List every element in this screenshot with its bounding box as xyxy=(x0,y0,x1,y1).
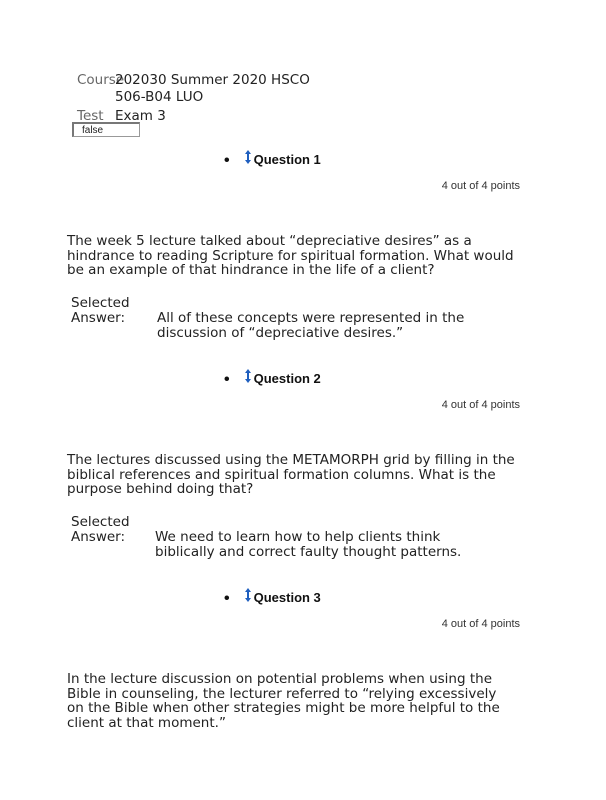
test-metadata xyxy=(77,72,330,125)
course-label: Course xyxy=(77,72,125,88)
sort-arrows-icon xyxy=(244,368,252,384)
question-2-answer-label: Selected Answer: xyxy=(71,514,130,545)
question-1-answer-label: Selected Answer: xyxy=(71,295,130,326)
question-1-label: Question 1 xyxy=(253,152,321,167)
question-1-text: The week 5 lecture talked about “depreciative desires” as a hindrance to reading Scripture for spiritual formation. What would be an example of that hindrance in the life of a client? xyxy=(67,233,514,278)
question-2-points: 4 out of 4 points xyxy=(441,399,520,411)
question-2-title[interactable] xyxy=(224,371,321,388)
test-value: Exam 3 xyxy=(115,108,166,124)
bullet: • xyxy=(224,590,230,607)
question-1-points: 4 out of 4 points xyxy=(441,180,520,192)
sort-arrows-icon xyxy=(244,587,252,603)
course-value: 202030 Summer 2020 HSCO 506-B04 LUO xyxy=(115,72,310,105)
bullet: • xyxy=(224,152,230,169)
question-3-points: 4 out of 4 points xyxy=(441,618,520,630)
sort-arrows-icon xyxy=(244,149,252,165)
test-label: Test xyxy=(77,108,104,124)
question-2-label: Question 2 xyxy=(253,371,321,386)
question-1-answer: All of these concepts were represented in the discussion of “depreciative desires.” xyxy=(157,310,465,341)
false-box: false xyxy=(72,122,140,137)
question-3-label: Question 3 xyxy=(253,590,321,605)
question-1-title[interactable] xyxy=(224,152,321,169)
question-2-text: The lectures discussed using the METAMORPH grid by filling in the biblical references and spiritual formation columns. What is the purpose behind doing that? xyxy=(67,452,515,497)
bullet: • xyxy=(224,371,230,388)
question-3-text: In the lecture discussion on potential problems when using the Bible in counseling, the lecturer referred to “relying excessively on the Bible when other strategies might be more helpful to the client at that moment.” xyxy=(67,671,500,731)
question-3-title[interactable] xyxy=(224,590,321,607)
question-2-answer: We need to learn how to help clients think biblically and correct faulty thought patterns. xyxy=(155,529,462,560)
